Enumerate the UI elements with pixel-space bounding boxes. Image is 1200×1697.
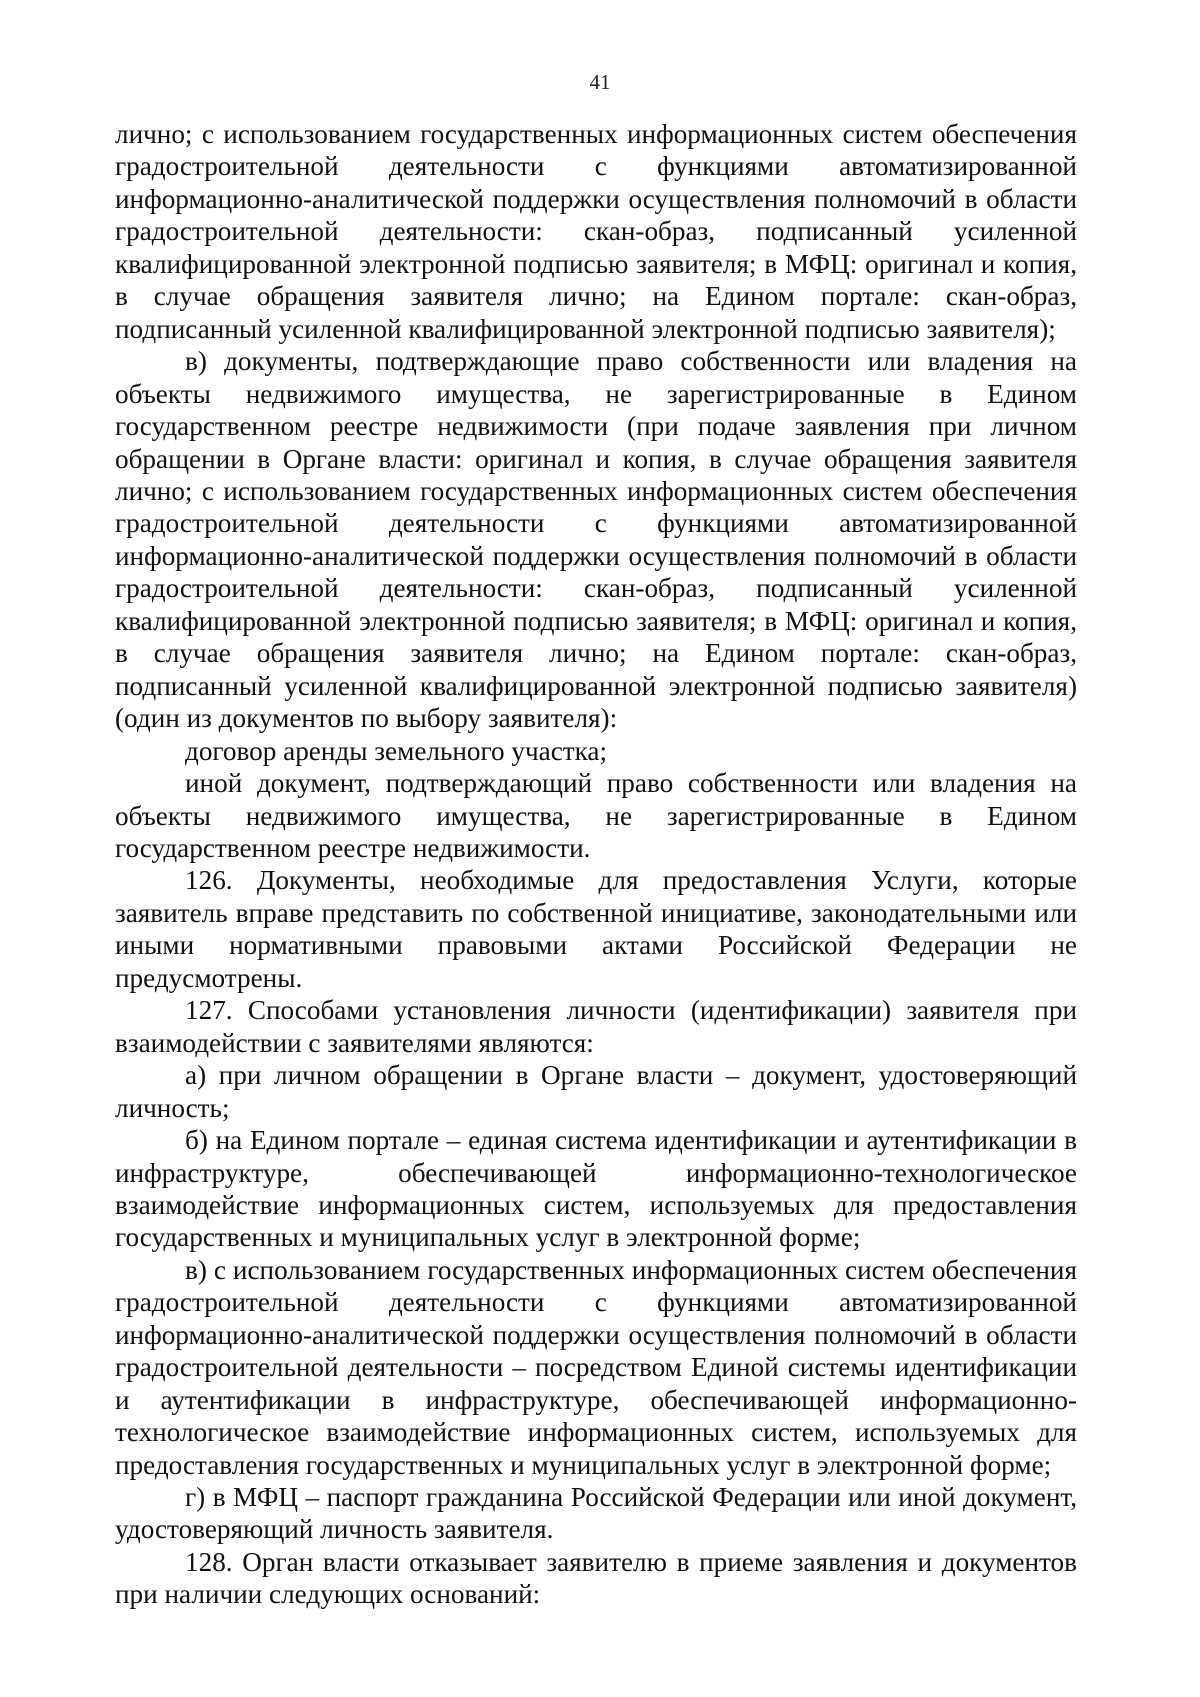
document-body [115,118,1077,1611]
page-number: 41 [589,70,611,94]
paragraph-127-g: г) в МФЦ – паспорт гражданина Российской Федерации или иной документ, удостоверяющий личность заявителя. [115,1482,1077,1545]
paragraph-127-b: б) на Едином портале – единая система идентификации и аутентификации в инфраструктуре, обеспечивающей информационно-технологическое взаимодействие информационных систем, используемых для предоставления государственных и муниципальных услуг в электронной форме; [115,1125,1077,1253]
paragraph-other-document: иной документ, подтверждающий право собственности или владения на объекты недвижимого имущества, не зарегистрированные в Едином государственном реестре недвижимости. [115,768,1077,863]
paragraph-continuation: лично; с использованием государственных информационных систем обеспечения градостроительной деятельности с функциями автоматизированной информационно-аналитической поддержки осуществления полномочий в области градостроительной деятельности: скан-образ, подписанный усиленной квалифицированной электронной подписью заявителя; в МФЦ: оригинал и копия, в случае обращения заявителя лично; на Едином портале: скан-образ, подписанный усиленной квалифицированной электронной подписью заявителя); [115,119,1077,344]
paragraph-126: 126. Документы, необходимые для предоставления Услуги, которые заявитель вправе представить по собственной инициативе, законодательными или иными нормативными правовыми актами Российской Федерации не предусмотрены. [115,865,1077,993]
paragraph-127: 127. Способами установления личности (идентификации) заявителя при взаимодействии с заявителями являются: [115,995,1077,1058]
paragraph-127-v: в) с использованием государственных информационных систем обеспечения градостроительной деятельности с функциями автоматизированной информационно-аналитической поддержки осуществления полномочий в области градостроительной деятельности – посредством Единой системы идентификации и аутентификации в инфраструктуре, обеспечивающей информационно-технологическое взаимодействие информационных систем, используемых для предоставления государственных и муниципальных услуг в электронной форме; [115,1254,1077,1480]
paragraph-128: 128. Орган власти отказывает заявителю в приеме заявления и документов при наличии следующих оснований: [115,1546,1077,1610]
paragraph-lease-agreement: договор аренды земельного участка; [185,735,608,766]
paragraph-item-v-ownership-documents: в) документы, подтверждающие право собственности или владения на объекты недвижимого имущества, не зарегистрированные в Едином государственном реестре недвижимости (при подаче заявления при личном обращении в Органе власти: оригинал и копия, в случае обращения заявителя лично; с использованием государственных информационных систем обеспечения градостроительной деятельности с функциями автоматизированной информационно-аналитической поддержки осуществления полномочий в области градостроительной деятельности: скан-образ, подписанный усиленной квалифицированной электронной подписью заявителя; в МФЦ: оригинал и копия, в случае обращения заявителя лично; на Едином портале: скан-образ, подписанный усиленной квалифицированной электронной подписью заявителя) (один из документов по выбору заявителя): [115,346,1077,734]
paragraph-127-a: а) при личном обращении в Органе власти – документ, удостоверяющий личность; [115,1060,1077,1123]
